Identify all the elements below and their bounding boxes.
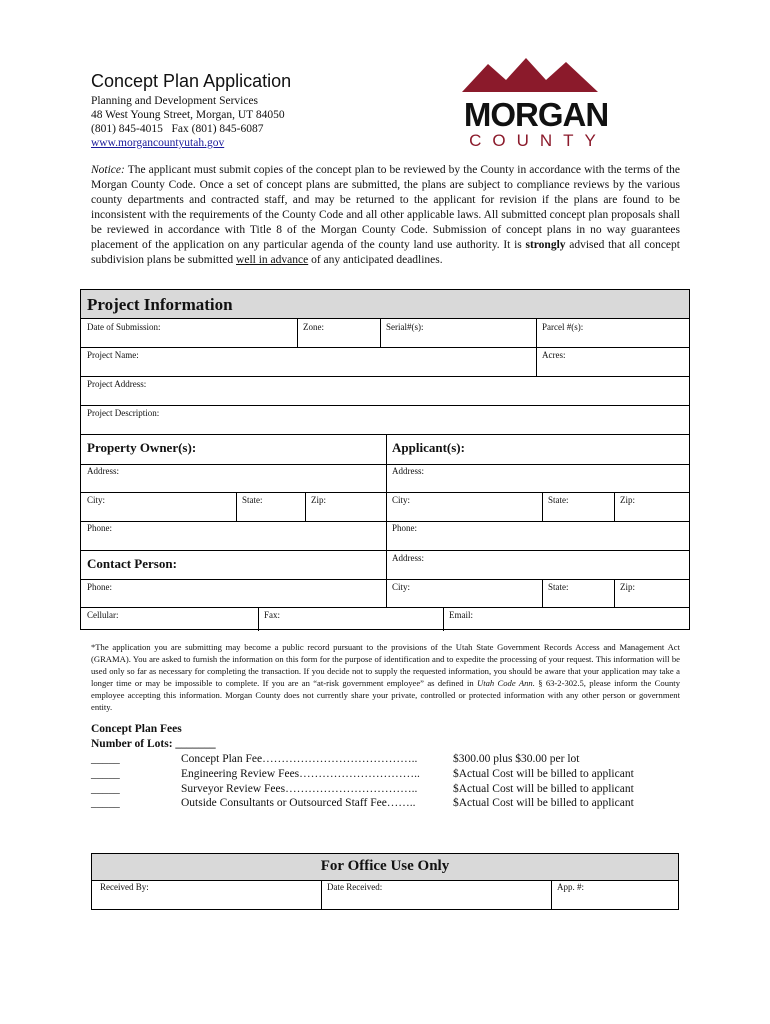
fee-row: [91, 767, 680, 782]
privacy-text-1: *The application you are submitting may become a public record pursuant to the provisions of the Utah State Government Records Access and Management Act (GRAMA). You are asked to furnish the information on this form for the purpose of identification and to expedite the processing of your request. This information will be used only so far as necessary for completing the transaction. If you decide not to supply the requested information, you should be aware that your application may take a longer time or may be impossible to complete. If you are an “at-risk government employee” as defined in: [91, 642, 680, 688]
project-address-field[interactable]: Project Address:: [87, 379, 147, 389]
fee-row: [91, 752, 680, 767]
logo-word-morgan: MORGAN: [463, 96, 609, 133]
applicant-state-field[interactable]: State:: [548, 495, 569, 505]
notice-strong: strongly: [525, 239, 566, 251]
date-received-field[interactable]: Date Received:: [327, 882, 383, 892]
notice-text-1: The applicant must submit copies of the concept plan to be reviewed by the County in accordance with the terms of the Morgan County Code. Once a set of concept plans are submitted, the plans are subject to compliance reviews by the various county departments and contracted staff, and may be returned to the applicant for revision if the plans are found to be inconsistent with the requirements of the County Code and all other applicable laws. All submitted concept plan proposals shall be reviewed in accordance with Title 8 of the Morgan County Code. Submission of concept plans in no way guarantees placement of the application on any particular agenda of the county land use authority. It is: [91, 164, 680, 251]
owner-state-field[interactable]: State:: [242, 495, 263, 505]
office-use-box: [91, 853, 679, 910]
fee-amount: $Actual Cost will be billed to applicant: [453, 768, 634, 780]
fee-label: Outside Consultants or Outsourced Staff Fee……..: [181, 797, 416, 809]
number-of-lots-field[interactable]: Number of Lots: _______: [91, 738, 216, 750]
parcel-field[interactable]: Parcel #(s):: [542, 322, 584, 332]
fee-row: [91, 782, 680, 797]
acres-field[interactable]: Acres:: [542, 350, 566, 360]
office-use-title: For Office Use Only: [320, 858, 450, 874]
contact-person-heading: Contact Person:: [87, 556, 177, 571]
owner-phone-field[interactable]: Phone:: [87, 523, 113, 533]
notice-text-2: advised that all concept subdivision plans be submitted: [91, 239, 680, 266]
fee-label: Engineering Review Fees…………………………..: [181, 768, 420, 780]
applicant-heading: Applicant(s):: [392, 440, 465, 455]
notice-label: Notice:: [91, 164, 125, 176]
date-of-submission-field[interactable]: Date of Submission:: [87, 322, 161, 332]
received-by-field[interactable]: Received By:: [100, 882, 149, 892]
fees-heading: Concept Plan Fees: [91, 723, 182, 735]
applicant-zip-field[interactable]: Zip:: [620, 495, 635, 505]
page-title: Concept Plan Application: [91, 71, 292, 91]
office-address: 48 West Young Street, Morgan, UT 84050: [91, 109, 285, 121]
owner-address-field[interactable]: Address:: [87, 466, 119, 476]
morgan-county-logo: [458, 58, 614, 150]
privacy-text-2: § 63-2-302.5, please inform the County employee accepting this information. Morgan County does not currently share your private, controlled or protected information with any other person or government entity.: [91, 678, 680, 712]
project-name-field[interactable]: Project Name:: [87, 350, 139, 360]
fee-checkbox-blank[interactable]: _____: [91, 753, 120, 765]
contact-cellular-field[interactable]: Cellular:: [87, 610, 119, 620]
privacy-code-ref: Utah Code Ann.: [476, 678, 535, 688]
applicant-phone-field[interactable]: Phone:: [392, 523, 418, 533]
department-name: Planning and Development Services: [91, 95, 259, 107]
concept-plan-fees: [91, 722, 680, 822]
owner-city-field[interactable]: City:: [87, 495, 106, 505]
app-number-field[interactable]: App. #:: [557, 882, 584, 892]
project-information-title: Project Information: [87, 295, 233, 314]
mountain-logo-icon: [458, 58, 614, 150]
contact-phone-field[interactable]: Phone:: [87, 582, 113, 592]
project-information-form: [80, 289, 690, 630]
contact-address-field[interactable]: Address:: [392, 553, 424, 563]
notice-text-3: of any anticipated deadlines.: [308, 254, 443, 266]
notice-underlined: well in advance: [236, 254, 309, 266]
property-owner-heading: Property Owner(s):: [87, 440, 197, 455]
fee-checkbox-blank[interactable]: _____: [91, 783, 120, 795]
zone-field[interactable]: Zone:: [303, 322, 324, 332]
serial-field[interactable]: Serial#(s):: [386, 322, 424, 332]
phone-fax: (801) 845-4015 Fax (801) 845-6087: [91, 123, 264, 135]
fee-amount: $Actual Cost will be billed to applicant: [453, 783, 634, 795]
fee-label: Surveyor Review Fees……………………………..: [181, 783, 418, 795]
fee-row: [91, 796, 680, 811]
logo-word-county: COUNTY: [469, 131, 607, 150]
fee-checkbox-blank[interactable]: _____: [91, 768, 120, 780]
fee-label: Concept Plan Fee…………………………………..: [181, 753, 418, 765]
contact-zip-field[interactable]: Zip:: [620, 582, 635, 592]
fee-amount: $300.00 plus $30.00 per lot: [453, 753, 580, 765]
website-link[interactable]: www.morgancountyutah.gov: [91, 137, 225, 149]
owner-zip-field[interactable]: Zip:: [311, 495, 326, 505]
contact-fax-field[interactable]: Fax:: [264, 610, 281, 620]
contact-state-field[interactable]: State:: [548, 582, 569, 592]
contact-email-field[interactable]: Email:: [449, 610, 473, 620]
grama-privacy-notice: [91, 641, 680, 713]
fee-checkbox-blank[interactable]: _____: [91, 797, 120, 809]
notice-paragraph: [91, 163, 680, 268]
applicant-city-field[interactable]: City:: [392, 495, 411, 505]
contact-city-field[interactable]: City:: [392, 582, 411, 592]
fee-amount: $Actual Cost will be billed to applicant: [453, 797, 634, 809]
applicant-address-field[interactable]: Address:: [392, 466, 424, 476]
project-description-field[interactable]: Project Description:: [87, 408, 160, 418]
